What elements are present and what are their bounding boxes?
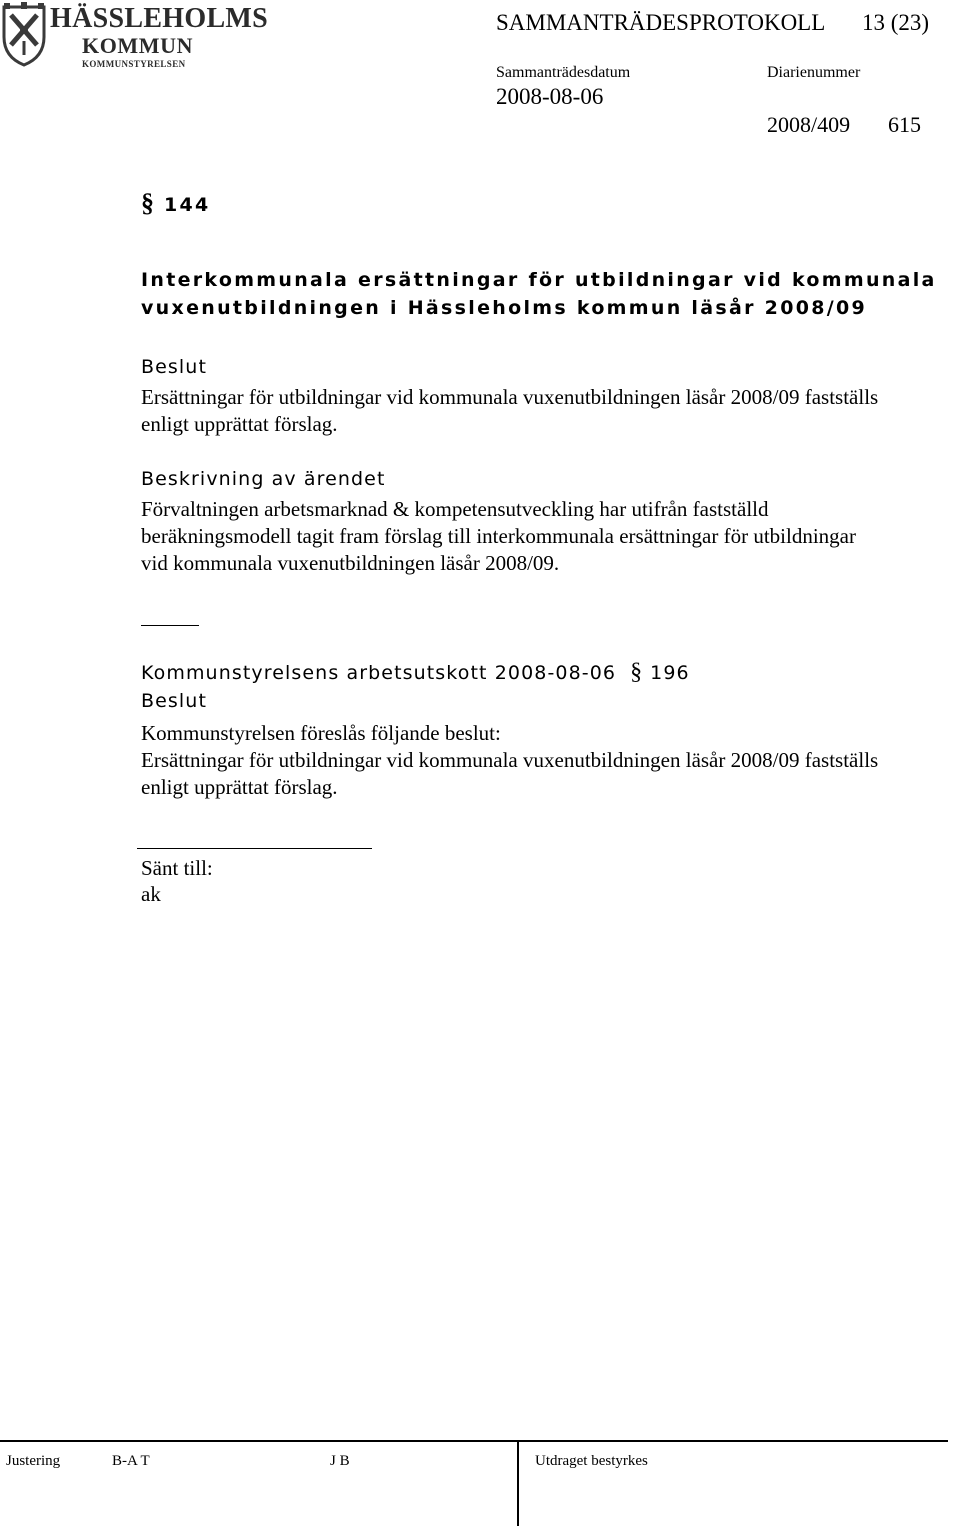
logo-line-1: HÄSSLEHOLMS [50,3,269,34]
logo-line-2: KOMMUN [82,33,194,58]
separator-short [141,625,199,626]
section-title-line-2: vuxenutbildningen i Hässleholms kommun läsår 2008/09 [141,297,868,319]
committee-heading [141,659,690,686]
sent-to-recipient: ak [141,882,161,906]
logo-line-3: KOMMUNSTYRELSEN [82,59,186,69]
page-number: 13 (23) [862,10,930,35]
footer-initials-1: B-A T [112,1453,150,1469]
committee-paragraph-number: 196 [650,662,690,684]
section-number-value: 144 [164,194,211,216]
footer-utdrag-label: Utdraget bestyrkes [535,1453,648,1469]
separator-long [137,848,372,849]
description-text-line-3: vid kommunala vuxenutbildningen läsår 2008/09. [141,551,560,575]
committee-decision-heading: Beslut [141,690,207,712]
committee-paragraph-symbol: § [630,659,643,685]
meeting-date-label: Sammanträdesdatum [496,64,631,81]
footer-initials-2: J B [330,1453,350,1469]
section-number [141,188,211,218]
committee-text-line-1: Kommunstyrelsen föreslås följande beslut: [141,721,501,745]
footer-top-rule [0,1440,948,1442]
sent-to-label: Sänt till: [141,856,213,880]
decision-text-line-2: enligt upprättat förslag. [141,412,338,436]
decision-heading: Beslut [141,356,207,378]
registration-label: Diarienummer [767,64,861,81]
description-heading: Beskrivning av ärendet [141,468,386,490]
meeting-date: 2008-08-06 [496,84,604,109]
description-text-line-1: Förvaltningen arbetsmarknad & kompetensutveckling har utifrån fastställd [141,497,769,521]
document-type: SAMMANTRÄDESPROTOKOLL [496,10,826,35]
decision-text-line-1: Ersättningar för utbildningar vid kommunala vuxenutbildningen läsår 2008/09 fastställs [141,385,879,409]
coat-of-arms-icon [1,1,47,67]
description-text-line-2: beräkningsmodell tagit fram förslag till interkommunala ersättningar för utbildningar [141,524,856,548]
registration-number: 2008/409 [767,112,851,137]
footer-justering-label: Justering [6,1453,61,1469]
footer-divider [517,1440,519,1526]
committee-text-line-3: enligt upprättat förslag. [141,775,338,799]
municipality-logo [0,0,269,72]
paragraph-symbol: § [141,188,154,217]
registration-suffix: 615 [888,112,921,137]
committee-heading-text: Kommunstyrelsens arbetsutskott 2008-08-06 [141,662,617,684]
section-title-line-1: Interkommunala ersättningar för utbildningar vid kommunala [141,269,937,291]
committee-text-line-2: Ersättningar för utbildningar vid kommunala vuxenutbildningen läsår 2008/09 fastställs [141,748,879,772]
